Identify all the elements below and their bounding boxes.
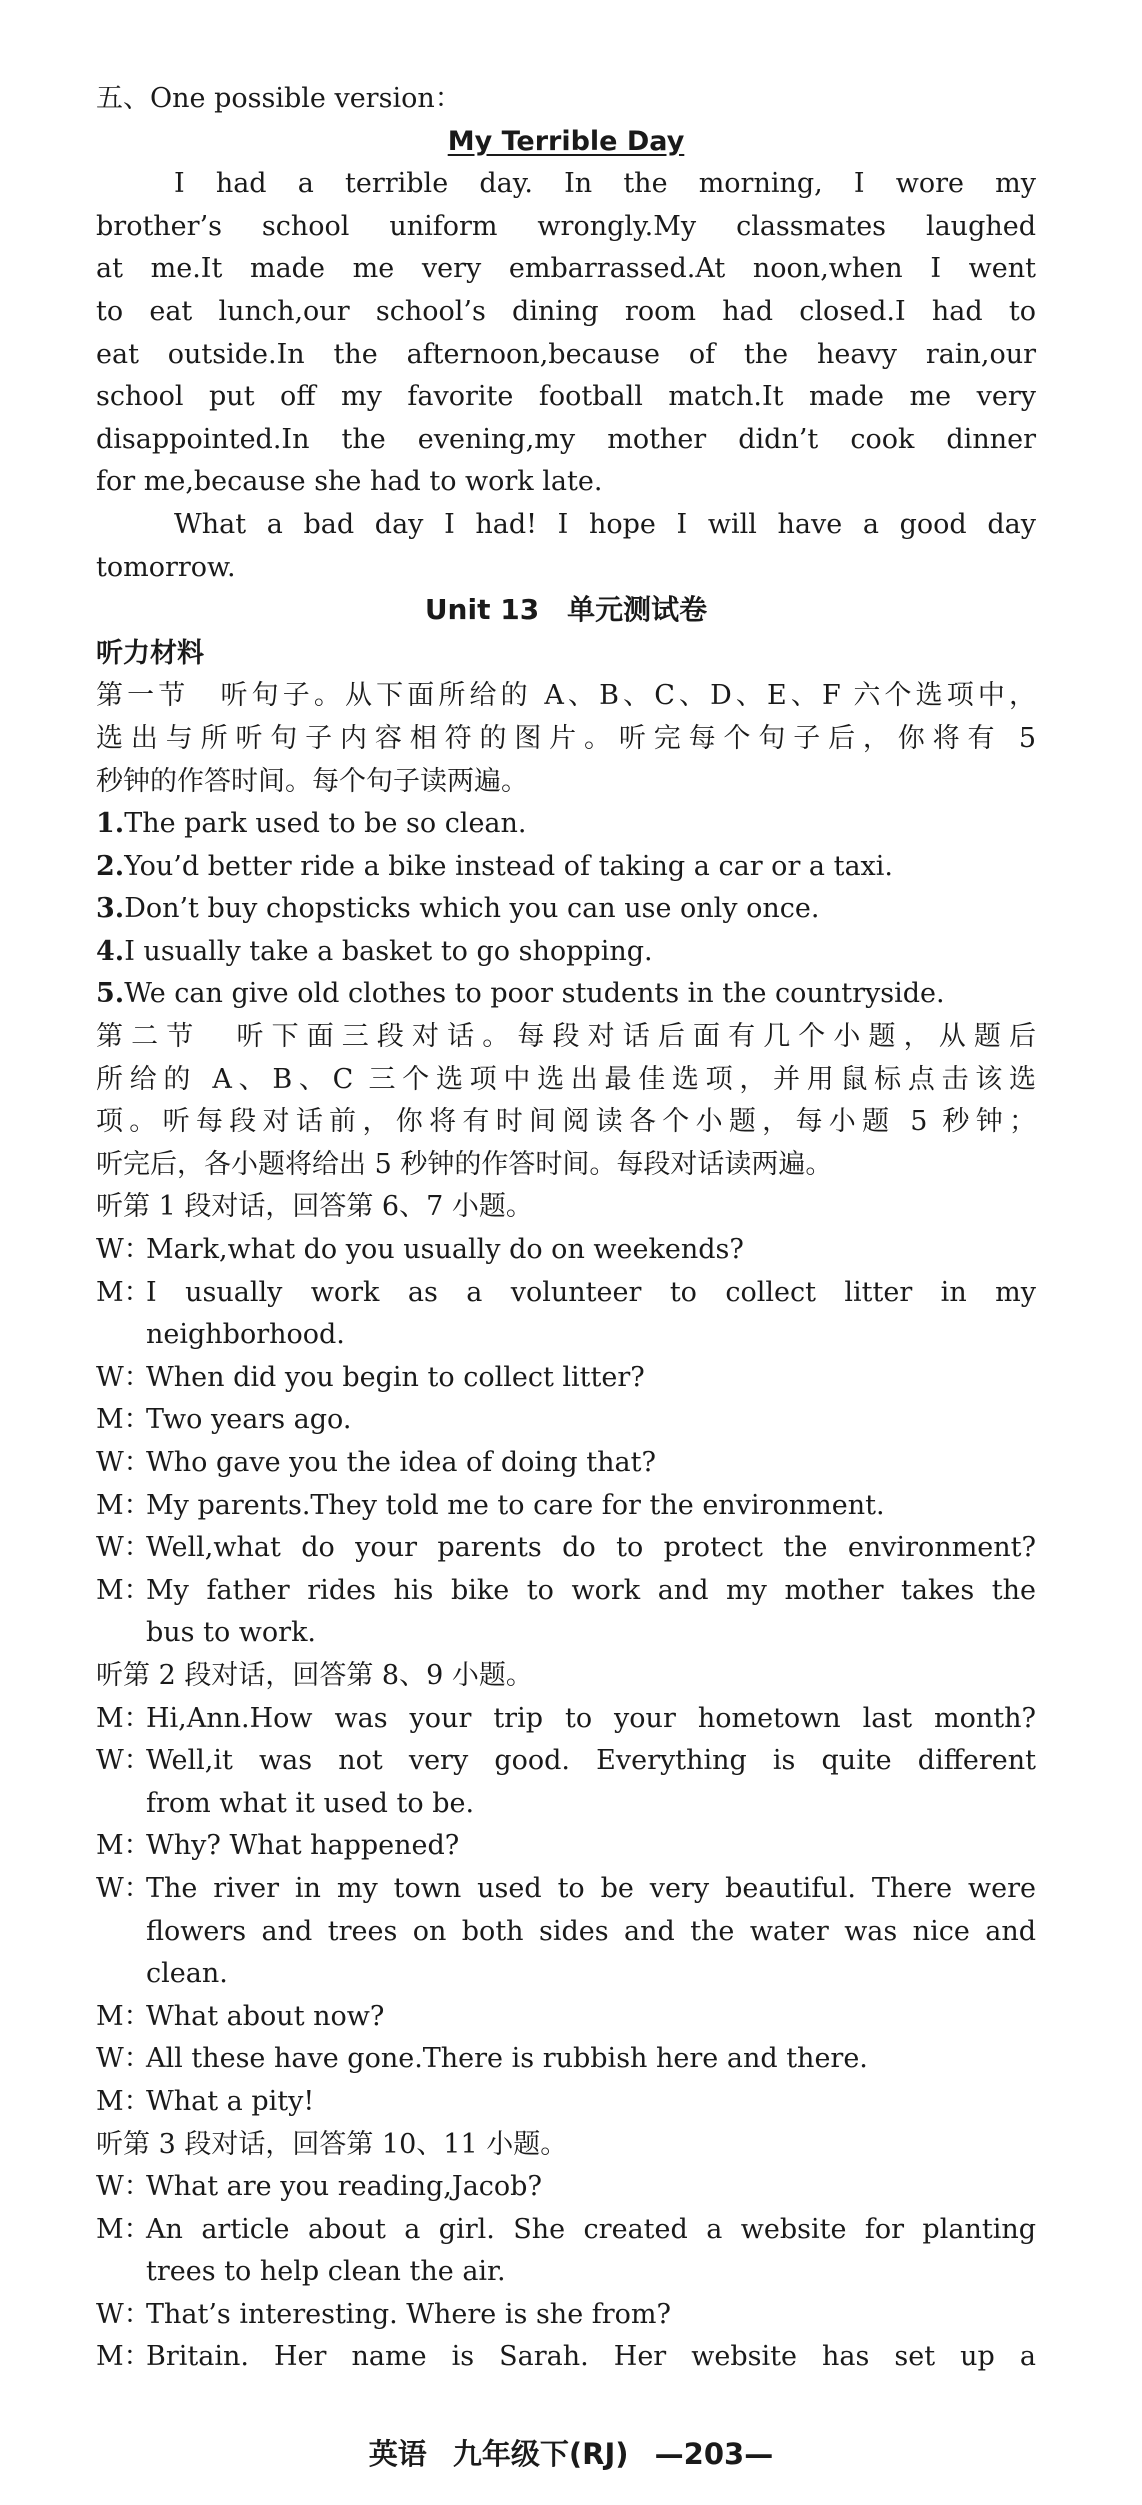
list-item: 5.We can give old clothes to poor students in the countryside. xyxy=(96,978,945,1010)
list-item: 2.You’d better ride a bike instead of taking a car or a taxi. xyxy=(96,850,894,882)
dialog-intro: 听第 1 段对话，回答第 6、7 小题。 xyxy=(96,1191,533,1223)
unit-title: Unit 13 单元测试卷 xyxy=(424,593,708,627)
dialog-intro: 听第 2 段对话，回答第 8、9 小题。 xyxy=(96,1659,533,1691)
dialog-intro: 听第 3 段对话，回答第 10、11 小题。 xyxy=(96,2128,568,2160)
dialog-turn: M： Why? What happened? xyxy=(96,1830,460,1862)
dialog-turn: W： Well,it was not very good. Everything is quite different from what it used to be. xyxy=(96,1745,1036,1819)
dialog-turn: W： When did you begin to collect litter? xyxy=(96,1361,645,1393)
list-item: 4.I usually take a basket to go shopping. xyxy=(96,935,653,967)
essay-title: My Terrible Day xyxy=(447,125,685,157)
page-body xyxy=(96,78,1036,2379)
dialog-2 xyxy=(96,1698,1036,2124)
dialog-turn: M： Hi,Ann.How was your trip to your hometown last month? xyxy=(96,1702,1036,1734)
essay-line: What a bad day I had! I hope I will have a good day xyxy=(174,508,1036,540)
essay-paragraph-1 xyxy=(96,163,1036,504)
essay-line: eat outside.In the afternoon,because of the heavy rain,our xyxy=(96,338,1036,370)
dialog-turn: W： What are you reading,Jacob? xyxy=(96,2171,542,2203)
dialog-turn: W： The river in my town used to be very beautiful. There were flowers and trees on both sides and the water was nice and clean. xyxy=(96,1872,1036,1990)
dialog-turn: W： That’s interesting. Where is she from? xyxy=(96,2298,671,2330)
footer-grade: 九年级下(RJ) xyxy=(452,2437,629,2471)
essay-line: brother’s school uniform wrongly.My classmates laughed xyxy=(96,210,1036,242)
essay-line: school put off my favorite football match.It made me very xyxy=(96,381,1036,413)
dialog-turn: W： Well,what do your parents do to protect the environment? xyxy=(96,1532,1036,1564)
list-item: 1.The park used to be so clean. xyxy=(96,808,527,840)
footer-subject: 英语 xyxy=(368,2437,427,2471)
page-number: —203— xyxy=(654,2437,774,2471)
dialog-turn: M： My parents.They told me to care for the environment. xyxy=(96,1489,885,1521)
essay-line: to eat lunch,our school’s dining room had closed.I had to xyxy=(96,295,1036,327)
essay-heading: 五、One possible version： xyxy=(96,83,462,114)
dialog-1 xyxy=(96,1229,1036,1655)
page-footer xyxy=(0,2432,1142,2473)
dialog-turn: M： An article about a girl. She created a website for planting trees to help clean the air. xyxy=(96,2213,1036,2288)
part1-instructions: 第一节 听句子。从下面所给的 A、B、C、D、E、F 六个选项中， 选出与所听句子内容相符的图片。听完每个句子后，你将有 5 秒钟的作答时间。每个句子读两遍。 xyxy=(96,680,1036,797)
sentence-list xyxy=(96,803,1036,1016)
dialog-turn: M： Two years ago. xyxy=(96,1404,352,1436)
essay-line: at me.It made me very embarrassed.At noon,when I went xyxy=(96,253,1036,285)
essay-line: tomorrow. xyxy=(96,551,236,583)
section-label: 听力材料 xyxy=(96,637,204,669)
part2-instructions: 第二节 听下面三段对话。每段对话后面有几个小题，从题后 所给的 A、B、C 三个选项中选出最佳选项，并用鼠标点击该选 项。听每段对话前，你将有时间阅读各个小题，每小题 5 秒钟； 听完后，各小题将给出 5 秒钟的作答时间。每段对话读两遍。 xyxy=(96,1021,1036,1180)
essay-line: disappointed.In the evening,my mother didn’t cook dinner xyxy=(96,423,1036,455)
dialog-turn: M： My father rides his bike to work and my mother takes the bus to work. xyxy=(96,1574,1036,1649)
dialog-3 xyxy=(96,2166,1036,2379)
dialog-turn: W： Mark,what do you usually do on weekends? xyxy=(96,1234,744,1266)
essay-line: I had a terrible day. In the morning, I wore my xyxy=(174,168,1036,200)
dialog-turn: M： Britain. Her name is Sarah. Her website has set up a xyxy=(96,2341,1036,2373)
dialog-turn: M： What a pity! xyxy=(96,2085,315,2117)
dialog-turn: M： What about now? xyxy=(96,2000,385,2032)
essay-line: for me,because she had to work late. xyxy=(96,466,603,498)
list-item: 3.Don’t buy chopsticks which you can use only once. xyxy=(96,893,820,925)
dialog-turn: W： Who gave you the idea of doing that? xyxy=(96,1447,656,1478)
dialog-turn: M： I usually work as a volunteer to collect litter in my neighborhood. xyxy=(96,1276,1036,1351)
essay-paragraph-2 xyxy=(96,504,1036,589)
dialog-turn: W： All these have gone.There is rubbish here and there. xyxy=(96,2043,868,2075)
